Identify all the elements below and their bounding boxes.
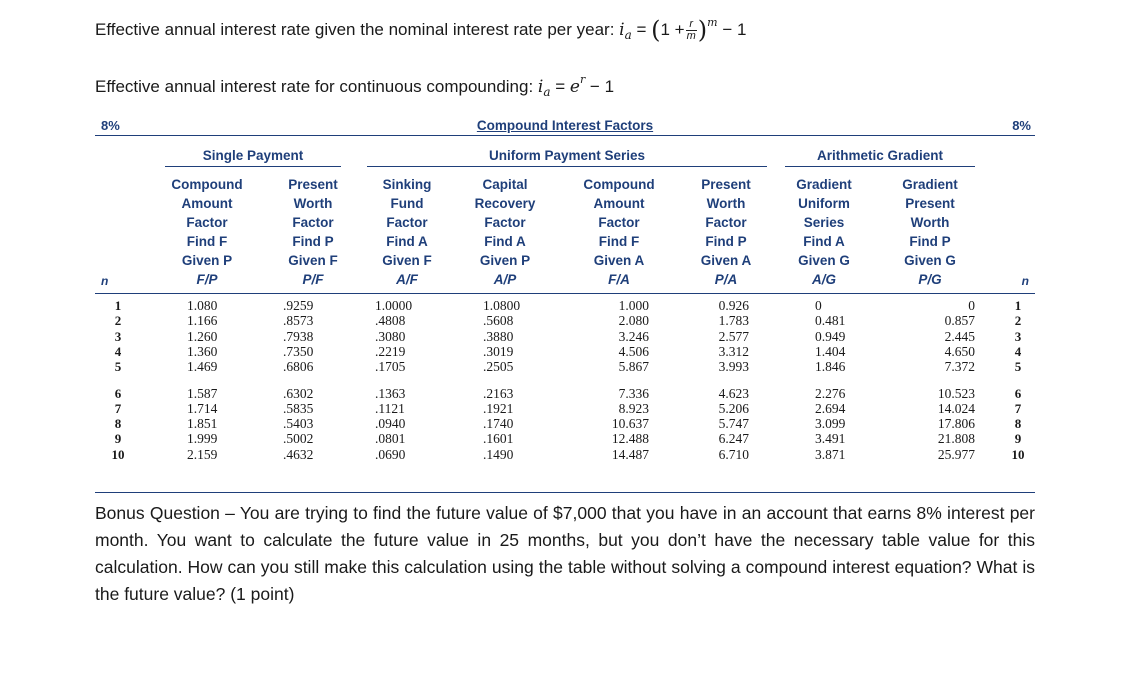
formula-2-base: e xyxy=(569,77,580,97)
cell-pa: 2.577 xyxy=(718,328,749,344)
cell-ag: 1.404 xyxy=(815,343,846,359)
column-header-line: Given G xyxy=(798,253,850,268)
column-header-line: Sinking xyxy=(382,177,432,192)
formula-2-lhs-sub: a xyxy=(543,85,551,99)
formula-1-one-plus: 1 + xyxy=(660,20,685,39)
row-n-right: 6 xyxy=(1014,385,1022,401)
cell-fp: 1.360 xyxy=(187,343,218,359)
cell-fp: 1.999 xyxy=(187,431,218,447)
formula-2-text: Effective annual interest rate for continuous compounding: xyxy=(95,77,538,96)
cell-pf: .5403 xyxy=(283,416,314,432)
column-header-line: F/P xyxy=(196,272,218,287)
formula-continuous xyxy=(95,73,614,99)
column-header-line: Find A xyxy=(484,234,526,249)
column-header-line: Find P xyxy=(705,234,747,249)
cell-pg: 7.372 xyxy=(944,359,975,375)
cell-pf: .7938 xyxy=(283,328,314,344)
column-header-line: Given P xyxy=(181,253,233,268)
cell-fp: 1.080 xyxy=(187,298,218,313)
column-header-line: Find A xyxy=(803,234,845,249)
cell-ap: .3019 xyxy=(483,343,514,359)
cell-ag: 2.694 xyxy=(815,400,846,416)
column-header-line: Gradient xyxy=(796,177,852,192)
cell-fa: 8.923 xyxy=(618,400,649,416)
cell-af: .2219 xyxy=(375,343,406,359)
cell-pa: 3.312 xyxy=(718,343,749,359)
cell-pf: .6302 xyxy=(283,385,314,401)
cell-fa: 12.488 xyxy=(611,431,649,447)
row-n-left: 10 xyxy=(111,446,125,462)
column-header-line: Factor xyxy=(598,215,640,230)
formula-nominal-to-effective xyxy=(95,16,746,44)
column-header-line: Given G xyxy=(904,253,956,268)
column-header-line: Worth xyxy=(293,196,333,211)
cell-af: 1.0000 xyxy=(375,298,413,313)
column-header-pg xyxy=(880,175,980,289)
column-header-line: Compound xyxy=(171,177,243,192)
cell-ap: .5608 xyxy=(483,313,514,329)
column-header-line: A/P xyxy=(493,272,517,287)
cell-fa: 1.000 xyxy=(618,298,649,313)
group-single-payment: Single Payment xyxy=(202,148,304,163)
row-n-left: 7 xyxy=(114,400,122,416)
cell-ag: 0.949 xyxy=(815,328,846,344)
cell-pg: 4.650 xyxy=(944,343,975,359)
column-header-line: Amount xyxy=(181,196,233,211)
cell-ap: 1.0800 xyxy=(483,298,521,313)
formula-2-eq: = xyxy=(550,77,570,96)
cell-ap: .2163 xyxy=(483,385,514,401)
column-header-line: Worth xyxy=(910,215,950,230)
rate-label-left: 8% xyxy=(101,118,120,133)
cell-ag: 0 xyxy=(815,298,822,313)
group-arithmetic-gradient: Arithmetic Gradient xyxy=(816,148,944,163)
cell-ag: 3.099 xyxy=(815,416,846,432)
cell-pa: 0.926 xyxy=(718,298,749,313)
formula-1-frac-den: m xyxy=(686,30,696,43)
cell-af: .0801 xyxy=(375,431,406,447)
column-header-line: Recovery xyxy=(474,196,536,211)
cell-af: .0690 xyxy=(375,446,406,462)
cell-fa: 14.487 xyxy=(611,446,649,462)
cell-fa: 10.637 xyxy=(611,416,649,432)
formula-2-lhs: i xyxy=(537,77,544,97)
row-n-right: 10 xyxy=(1011,446,1025,462)
bonus-question: Bonus Question – You are trying to find the future value of $7,000 that you have in an account that earns 8% interest per month. You want to calculate the future value in 25 months, but you don’t have the necessary table value for this calculation. How can you still make this calculation using the table without solving a compound interest equation? What is the future value? (1 point) xyxy=(95,503,1035,604)
cell-pg: 0 xyxy=(968,298,975,313)
cell-pa: 6.710 xyxy=(718,446,749,462)
cell-pf: .4632 xyxy=(283,446,314,462)
cell-pf: .8573 xyxy=(283,313,314,329)
cell-pg: 2.445 xyxy=(944,328,975,344)
column-header-line: Worth xyxy=(706,196,746,211)
cell-fp: 1.469 xyxy=(187,359,218,375)
column-header-line: Present xyxy=(905,196,955,211)
header-bottom-rule xyxy=(95,293,1035,294)
cell-ag: 3.871 xyxy=(815,446,846,462)
column-header-pf xyxy=(263,175,363,289)
column-header-line: Factor xyxy=(386,215,428,230)
cell-ag: 1.846 xyxy=(815,359,846,375)
row-n-right: 1 xyxy=(1014,298,1022,313)
formula-2-tail: − 1 xyxy=(585,77,615,96)
column-header-line: Given A xyxy=(700,253,752,268)
row-n-left: 5 xyxy=(114,359,122,375)
cell-af: .0940 xyxy=(375,416,406,432)
column-header-line: Fund xyxy=(390,196,424,211)
cell-fp: 1.587 xyxy=(187,385,218,401)
row-n-left: 3 xyxy=(114,328,122,344)
formula-1-frac-num: r xyxy=(686,19,697,31)
cell-pf: .7350 xyxy=(283,343,314,359)
row-n-right: 2 xyxy=(1014,313,1022,329)
column-header-fa xyxy=(569,175,669,289)
cell-pg: 25.977 xyxy=(937,446,975,462)
row-n-right: 9 xyxy=(1014,431,1022,447)
formula-1-eq: = xyxy=(631,20,652,39)
cell-af: .3080 xyxy=(375,328,406,344)
column-header-line: Series xyxy=(803,215,845,230)
column-header-line: Given A xyxy=(593,253,645,268)
n-label-left: n xyxy=(101,274,109,288)
column-header-line: Given F xyxy=(288,253,338,268)
column-header-line: Find F xyxy=(598,234,640,249)
row-n-left: 6 xyxy=(114,385,122,401)
column-header-line: Find F xyxy=(186,234,228,249)
cell-pg: 17.806 xyxy=(937,416,975,432)
column-header-line: Find P xyxy=(292,234,334,249)
column-header-line: F/A xyxy=(608,272,630,287)
column-header-line: Gradient xyxy=(902,177,958,192)
column-header-line: Uniform xyxy=(798,196,850,211)
column-header-line: Given P xyxy=(479,253,531,268)
column-header-line: Capital xyxy=(482,177,528,192)
row-n-right: 7 xyxy=(1014,400,1022,416)
cell-pf: .6806 xyxy=(283,359,314,375)
row-n-right: 5 xyxy=(1014,359,1022,375)
group-arithmetic-gradient-line xyxy=(785,166,975,167)
cell-fa: 5.867 xyxy=(618,359,649,375)
column-header-line: Find P xyxy=(909,234,951,249)
rate-label-right: 8% xyxy=(1012,118,1031,133)
column-header-ap xyxy=(455,175,555,289)
formula-1-open-paren: ( xyxy=(651,16,661,44)
column-header-line: Factor xyxy=(292,215,334,230)
cell-ap: .1921 xyxy=(483,400,514,416)
row-n-left: 9 xyxy=(114,431,122,447)
column-header-line: A/G xyxy=(811,272,836,287)
formula-1-close-paren: ) xyxy=(697,16,708,44)
row-n-right: 8 xyxy=(1014,416,1022,432)
cell-pg: 14.024 xyxy=(937,400,975,416)
cell-pa: 1.783 xyxy=(718,313,749,329)
column-header-line: Present xyxy=(701,177,751,192)
column-header-line: Compound xyxy=(583,177,655,192)
column-header-line: Factor xyxy=(705,215,747,230)
cell-pg: 0.857 xyxy=(944,313,975,329)
formula-1-tail: − 1 xyxy=(717,20,747,39)
cell-fa: 3.246 xyxy=(618,328,649,344)
cell-ag: 3.491 xyxy=(815,431,846,447)
column-header-fp xyxy=(157,175,257,289)
table-top-rule xyxy=(95,135,1035,136)
row-n-left: 2 xyxy=(114,313,122,329)
cell-ap: .1601 xyxy=(483,431,514,447)
cell-af: .1121 xyxy=(375,400,405,416)
cell-pa: 6.247 xyxy=(718,431,749,447)
table-bottom-rule xyxy=(95,492,1035,493)
cell-fa: 2.080 xyxy=(618,313,649,329)
cell-fp: 1.851 xyxy=(187,416,218,432)
cell-pf: .9259 xyxy=(283,298,314,313)
row-n-left: 8 xyxy=(114,416,122,432)
cell-ap: .1490 xyxy=(483,446,514,462)
cell-pf: .5002 xyxy=(283,431,314,447)
group-uniform-series: Uniform Payment Series xyxy=(488,148,646,163)
formula-1-lhs-sub: a xyxy=(624,28,632,42)
cell-pa: 4.623 xyxy=(718,385,749,401)
column-header-ag xyxy=(774,175,874,289)
formula-1-lhs: i xyxy=(619,20,625,40)
formula-2-exponent: r xyxy=(579,73,586,86)
formula-1-text: Effective annual interest rate given the nominal interest rate per year: xyxy=(95,20,620,39)
column-header-line: P/F xyxy=(302,272,324,287)
row-n-left: 1 xyxy=(114,298,122,313)
column-header-line: Factor xyxy=(484,215,526,230)
cell-pg: 21.808 xyxy=(937,431,975,447)
n-label-right: n xyxy=(1021,274,1029,288)
cell-ag: 0.481 xyxy=(815,313,846,329)
column-header-line: Find A xyxy=(386,234,428,249)
column-header-line: Present xyxy=(288,177,338,192)
group-uniform-series-line xyxy=(367,166,767,167)
cell-ap: .2505 xyxy=(483,359,514,375)
column-header-af xyxy=(357,175,457,289)
cell-fp: 2.159 xyxy=(187,446,218,462)
table-title: Compound Interest Factors xyxy=(476,118,654,133)
column-header-pa xyxy=(676,175,776,289)
cell-pf: .5835 xyxy=(283,400,314,416)
cell-ap: .3880 xyxy=(483,328,514,344)
cell-pa: 3.993 xyxy=(718,359,749,375)
cell-fp: 1.166 xyxy=(187,313,218,329)
column-header-line: A/F xyxy=(396,272,418,287)
cell-fa: 7.336 xyxy=(618,385,649,401)
formula-1-exponent: m xyxy=(707,16,718,29)
cell-pa: 5.747 xyxy=(718,416,749,432)
cell-af: .1363 xyxy=(375,385,406,401)
column-header-line: P/G xyxy=(918,272,942,287)
column-header-line: Amount xyxy=(593,196,645,211)
formula-1-fraction xyxy=(686,19,697,42)
cell-ap: .1740 xyxy=(483,416,514,432)
row-n-left: 4 xyxy=(114,343,122,359)
cell-fa: 4.506 xyxy=(618,343,649,359)
row-n-right: 3 xyxy=(1014,328,1022,344)
cell-pa: 5.206 xyxy=(718,400,749,416)
cell-af: .4808 xyxy=(375,313,406,329)
cell-fp: 1.260 xyxy=(187,328,218,344)
group-single-payment-line xyxy=(165,166,341,167)
column-header-line: P/A xyxy=(714,272,738,287)
cell-af: .1705 xyxy=(375,359,406,375)
column-header-line: Factor xyxy=(186,215,228,230)
cell-fp: 1.714 xyxy=(187,400,218,416)
cell-pg: 10.523 xyxy=(937,385,975,401)
column-header-line: Given F xyxy=(382,253,432,268)
cell-ag: 2.276 xyxy=(815,385,846,401)
row-n-right: 4 xyxy=(1014,343,1022,359)
